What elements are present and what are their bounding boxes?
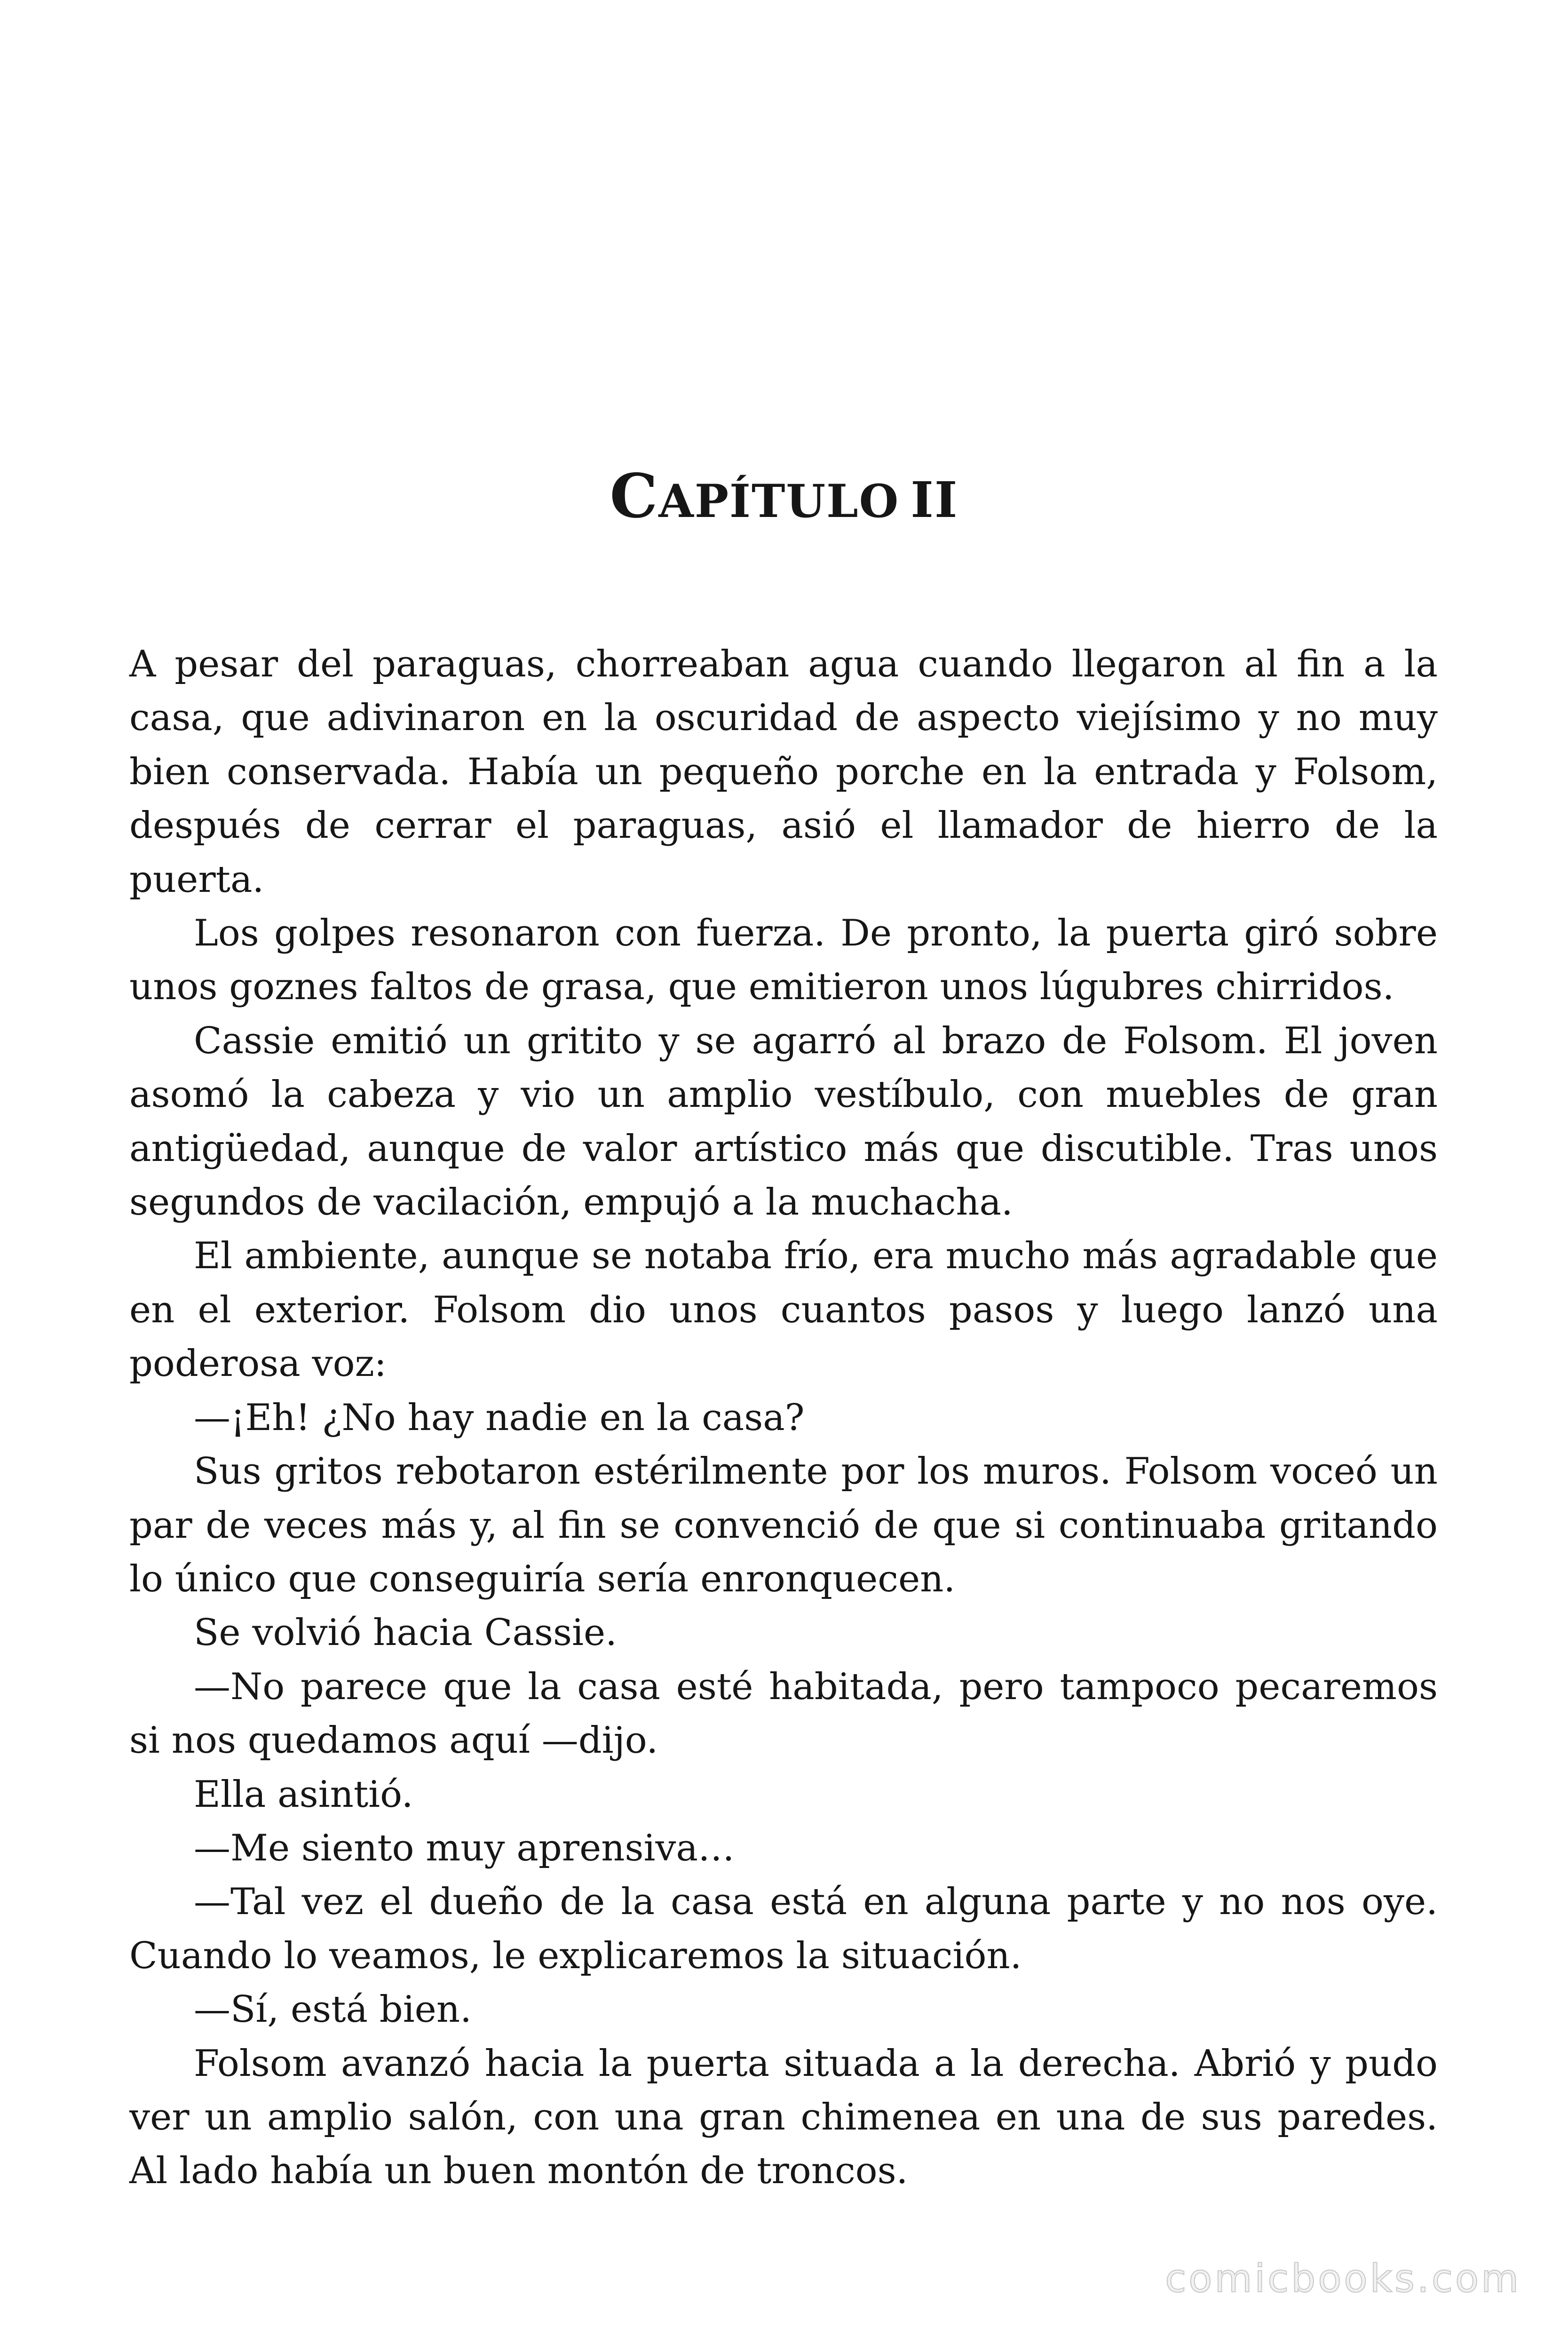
chapter-body bbox=[129, 637, 1438, 2198]
paragraph-7: Se volvió hacia Cassie. bbox=[194, 1612, 617, 1654]
paragraph-6: Sus gritos rebotaron estérilmente por los muros. Folsom voceó un par de veces más y, al fin se convenció de que si continuaba gritando lo único que conseguiría sería enronquecen. bbox=[129, 1450, 1438, 1600]
paragraph-12: —Sí, está bien. bbox=[194, 1988, 472, 2031]
chapter-title-initial: C bbox=[610, 461, 659, 532]
paragraph-11: —Tal vez el dueño de la casa está en alguna parte y no nos oye. Cuando lo veamos, le explicaremos la situación. bbox=[129, 1881, 1438, 1977]
paragraph-10: —Me siento muy aprensiva… bbox=[194, 1827, 735, 1869]
chapter-number: II bbox=[911, 471, 958, 529]
paragraph-3: Cassie emitió un gritito y se agarró al brazo de Folsom. El joven asomó la cabeza y vio un amplio vestíbulo, con muebles de gran antigüedad, aunque de valor artístico más que discutible. Tras unos segundos de vacilación, empujó a la muchacha. bbox=[129, 1019, 1438, 1224]
paragraph-2: Los golpes resonaron con fuerza. De pronto, la puerta giró sobre unos goznes faltos de grasa, que emitieron unos lúgubres chirridos. bbox=[129, 912, 1438, 1009]
paragraph-13: Folsom avanzó hacia la puerta situada a la derecha. Abrió y pudo ver un amplio salón, con una gran chimenea en una de sus paredes. Al lado había un buen montón de troncos. bbox=[129, 2042, 1438, 2193]
chapter-title-smallcaps: APÍTULO bbox=[658, 475, 900, 528]
chapter-title bbox=[0, 463, 1568, 534]
paragraph-4: El ambiente, aunque se notaba frío, era mucho más agradable que en el exterior. Folsom dio unos cuantos pasos y luego lanzó una poderosa voz: bbox=[129, 1235, 1438, 1385]
paragraph-8: —No parece que la casa esté habitada, pero tampoco pecaremos si nos quedamos aquí —dijo. bbox=[129, 1665, 1438, 1762]
paragraph-1: A pesar del paraguas, chorreaban agua cuando llegaron al fin a la casa, que adivinaron en la oscuridad de aspecto viejísimo y no muy bien conservada. Había un pequeño porche en la entrada y Folsom, después de cerrar el paraguas, asió el llamador de hierro de la puerta. bbox=[129, 643, 1438, 901]
paragraph-5: —¡Eh! ¿No hay nadie en la casa? bbox=[194, 1396, 805, 1439]
watermark: comicbooks.com bbox=[1165, 2257, 1521, 2301]
paragraph-9: Ella asintió. bbox=[194, 1773, 413, 1816]
